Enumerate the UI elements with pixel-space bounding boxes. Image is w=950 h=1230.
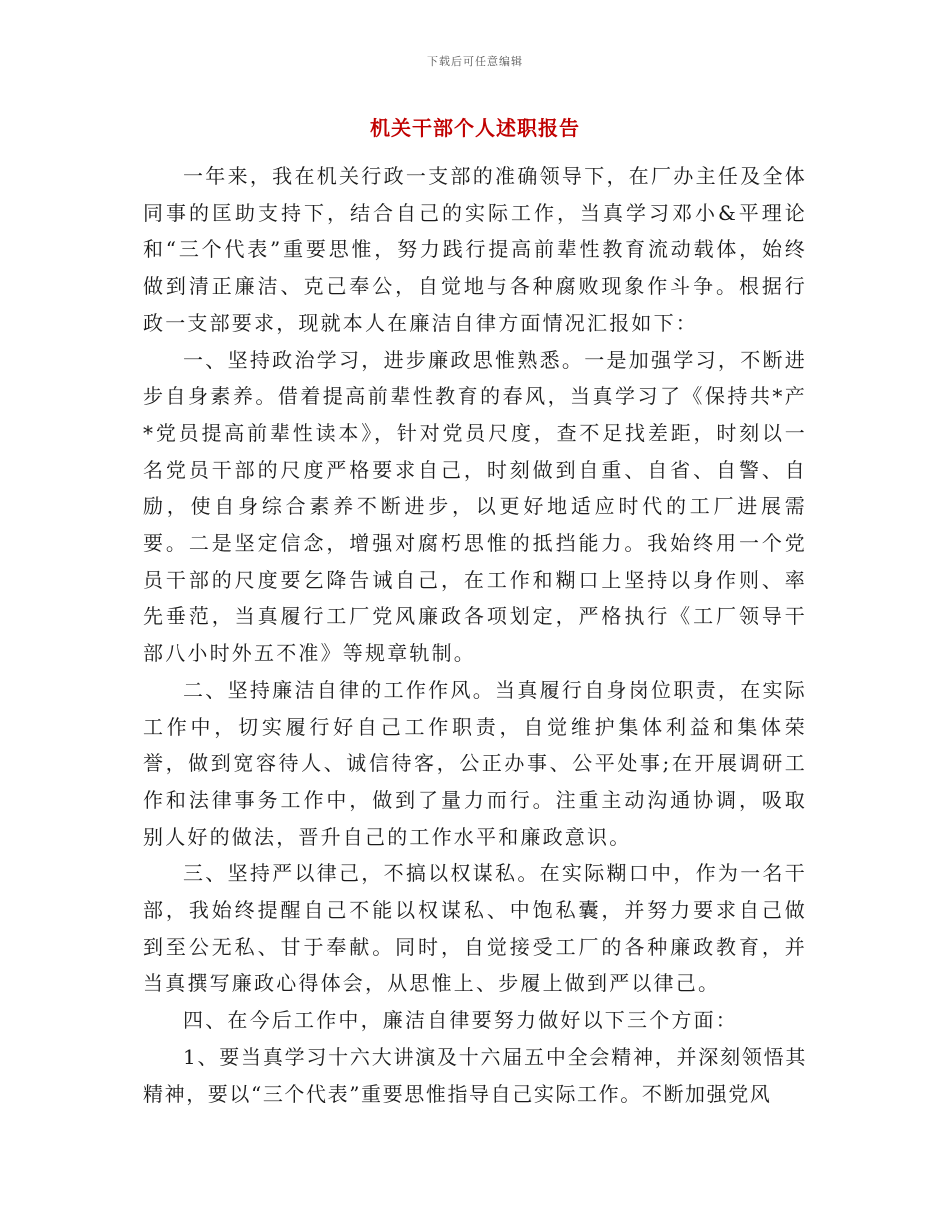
document-title: 机关干部个人述职报告 [370, 116, 580, 140]
paragraph-section-1: 一、坚持政治学习，进步廉政思惟熟悉。一是加强学习，不断进步自身素养。借着提高前辈性教育的春风，当真学习了《保持共*产*党员提高前辈性读本》，针对党员尺度，查不足找差距，时刻以一名党员干部的尺度严格要求自己，时刻做到自重、自省、自警、自励，使自身综合素养不断进步，以更好地适应时代的工厂进展需要。二是坚定信念，增强对腐朽思惟的抵挡能力。我始终用一个党员干部的尺度要乞降告诫自己，在工作和糊口上坚持以身作则、率先垂范，当真履行工厂党风廉政各项划定，严格执行《工厂领导干部八小时外五不准》等规章轨制。 [143, 347, 807, 666]
paragraph-item-1: 1、要当真学习十六大讲演及十六届五中全会精神，并深刻领悟其精神，要以“三个代表”重要思惟指导自己实际工作。不断加强党风 [143, 1044, 807, 1106]
paragraph-section-2: 二、坚持廉洁自律的工作作风。当真履行自身岗位职责，在实际工作中，切实履行好自己工作职责，自觉维护集体利益和集体荣誉，做到宽容待人、诚信待客，公正办事、公平处事;在开展调研工作和法律事务工作中，做到了量力而行。注重主动沟通协调，吸取别人好的做法，晋升自己的工作水平和廉政意识。 [143, 677, 807, 849]
document-body [143, 158, 807, 1112]
paragraph-section-3: 三、坚持严以律己，不搞以权谋私。在实际糊口中，作为一名干部，我始终提醒自己不能以权谋私、中饱私囊，并努力要求自己做到至公无私、甘于奉献。同时，自觉接受工厂的各种廉政教育，并当真撰写廉政心得体会，从思惟上、步履上做到严以律己。 [143, 861, 807, 996]
header-note: 下载后可任意编辑 [427, 55, 523, 68]
paragraph-intro: 一年来，我在机关行政一支部的准确领导下，在厂办主任及全体同事的匡助支持下，结合自己的实际工作，当真学习邓小&平理论和“三个代表”重要思惟，努力践行提高前辈性教育流动载体，始终做到清正廉洁、克己奉公，自觉地与各种腐败现象作斗争。根据行政一支部要求，现就本人在廉洁自律方面情况汇报如下： [143, 164, 807, 335]
paragraph-section-4: 四、在今后工作中，廉洁自律要努力做好以下三个方面： [183, 1008, 738, 1033]
